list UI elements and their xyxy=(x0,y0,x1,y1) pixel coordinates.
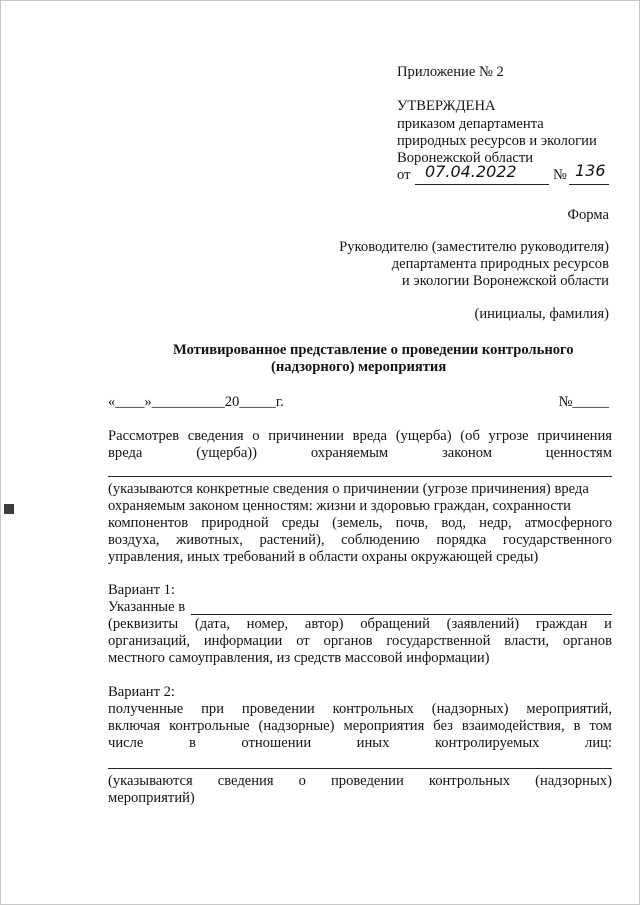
considered-line-2: вреда (ущерба)) охраняемым законом ценностям xyxy=(108,445,612,461)
considered-note-line-1: (указываются конкретные сведения о причинении (угрозе причинения) вреда xyxy=(108,481,589,497)
initials-caption: (инициалы, фамилия) xyxy=(474,306,609,322)
order-number-prefix: № xyxy=(553,167,567,183)
variant-1-fill-line xyxy=(191,614,612,615)
considered-note-line-4: воздуха, животных, растений), соблюдению порядка государственного xyxy=(108,532,612,548)
order-number-underline xyxy=(569,184,609,185)
considered-note-line-2: охраняемым законом ценностям: жизни и здоровью граждан, сохранности xyxy=(108,498,571,514)
addressee-line-3: и экологии Воронежской области xyxy=(401,273,609,289)
considered-note-line-3: компонентов природной среды (земель, почв, вод, недр, атмосферного xyxy=(108,515,612,531)
variant-1-prefix: Указанные в xyxy=(108,599,186,615)
variant-2-fill-line xyxy=(108,768,612,769)
submission-number-blank: №_____ xyxy=(558,394,609,410)
variant-1-note-line-1: (реквизиты (дата, номер, автор) обращений (заявлений) граждан и xyxy=(108,616,612,632)
order-date-handwritten: 07.04.2022 xyxy=(425,162,517,181)
variant-2-line-3: числе в отношении иных контролируемых лиц: xyxy=(108,735,612,751)
order-line-1: приказом департамента xyxy=(397,116,544,132)
variant-1-note-line-3: местного самоуправления, из средств массовой информации) xyxy=(108,650,490,666)
approved-label: УТВЕРЖДЕНА xyxy=(397,98,496,114)
scan-mark xyxy=(4,504,14,514)
addressee-line-2: департамента природных ресурсов xyxy=(391,256,609,272)
variant-2-note-line-2: мероприятий) xyxy=(108,790,195,806)
order-number-handwritten: 136 xyxy=(575,161,606,180)
form-label: Форма xyxy=(567,207,609,223)
variant-2-note-line-1: (указываются сведения о проведении контрольных (надзорных) xyxy=(108,773,612,789)
submission-date-blank: «____»__________20_____г. xyxy=(108,394,284,410)
variant-1-label: Вариант 1: xyxy=(108,582,175,598)
order-line-2: природных ресурсов и экологии xyxy=(397,133,597,149)
considered-fill-line xyxy=(108,476,612,477)
variant-2-line-1: полученные при проведении контрольных (надзорных) мероприятий, xyxy=(108,701,612,717)
order-date-underline xyxy=(415,184,549,185)
variant-1-note-line-2: организаций, информации от органов государственной власти, органов xyxy=(108,633,612,649)
order-date-prefix: от xyxy=(397,167,411,183)
variant-2-label: Вариант 2: xyxy=(108,684,175,700)
considered-line-1: Рассмотрев сведения о причинении вреда (ущерба) (об угрозе причинения xyxy=(108,428,612,444)
appendix-label: Приложение № 2 xyxy=(397,64,504,80)
document-title-line-1: Мотивированное представление о проведении контрольного xyxy=(173,342,574,358)
considered-note-line-5: управления, иных требований в области охраны окружающей среды) xyxy=(108,549,539,565)
variant-2-line-2: включая контрольные (надзорные) мероприятия без взаимодействия, в том xyxy=(108,718,612,734)
addressee-line-1: Руководителю (заместителю руководителя) xyxy=(339,239,609,255)
order-line-3: Воронежской области xyxy=(397,150,534,166)
document-title-line-2: (надзорного) мероприятия xyxy=(271,359,447,375)
